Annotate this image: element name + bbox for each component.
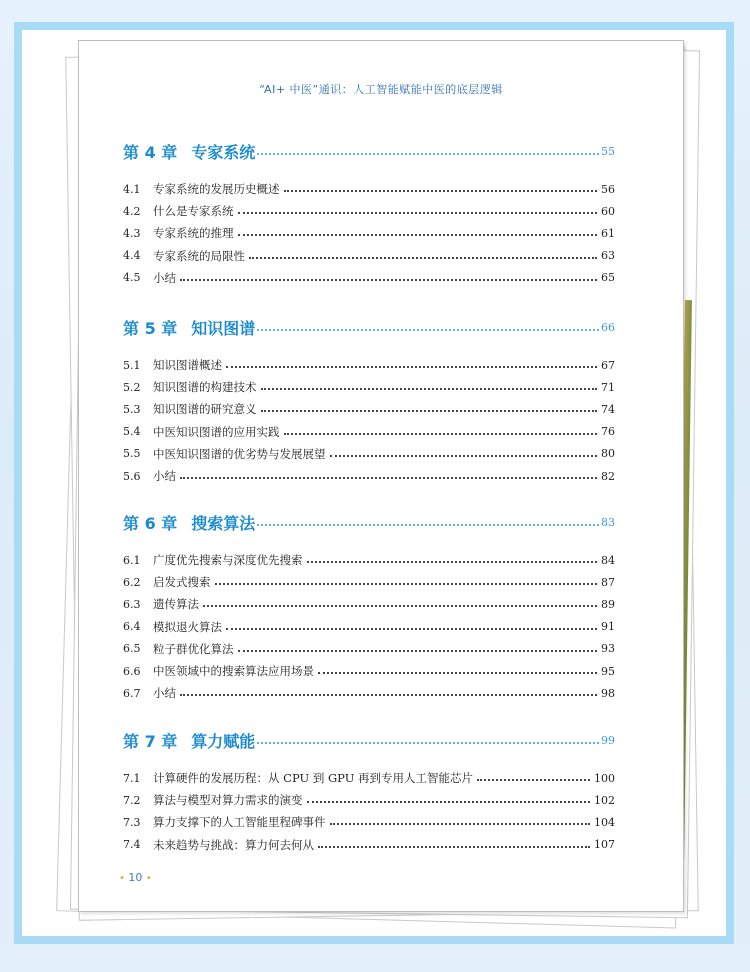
- toc-entry[interactable]: [123, 618, 615, 636]
- section-title: 中医知识图谱的应用实践: [153, 424, 280, 439]
- section-number: 5.5: [123, 447, 141, 461]
- folio-dot-left: •: [119, 873, 125, 884]
- section-title: 小结: [153, 686, 176, 701]
- chapter-number: 第 7 章: [123, 731, 178, 751]
- section-page-number: 82: [601, 469, 615, 483]
- toc-page: [78, 40, 684, 912]
- section-title: 计算硬件的发展历程：从 CPU 到 GPU 再到专用人工智能芯片: [153, 771, 474, 785]
- section-number: 4.1: [123, 182, 141, 196]
- dot-leader: [180, 694, 597, 696]
- toc-entry[interactable]: [123, 813, 615, 831]
- dot-leader: [257, 524, 599, 526]
- section-title: 未来趋势与挑战：算力何去何从: [153, 837, 314, 852]
- dot-leader: [261, 410, 598, 412]
- chapter-page-number: 99: [601, 733, 615, 747]
- chapter-page-number: 83: [601, 515, 615, 529]
- dot-leader: [249, 257, 597, 259]
- dot-leader: [318, 846, 590, 848]
- toc-entry[interactable]: [123, 445, 615, 463]
- section-page-number: 63: [601, 249, 615, 263]
- toc-entry[interactable]: [123, 180, 615, 198]
- chapter-title: 知识图谱: [191, 318, 256, 338]
- section-title: 算力支撑下的人工智能里程碑事件: [153, 815, 326, 830]
- section-number: 7.4: [123, 838, 141, 852]
- toc-entry[interactable]: [123, 356, 615, 374]
- section-page-number: 67: [601, 358, 615, 372]
- section-title: 中医知识图谱的优劣势与发展展望: [153, 446, 326, 461]
- toc-entry[interactable]: [123, 640, 615, 658]
- section-page-number: 91: [601, 620, 615, 634]
- dot-leader: [318, 672, 597, 674]
- section-title: 专家系统的发展历史概述: [153, 182, 280, 196]
- section-number: 6.3: [123, 597, 141, 611]
- dot-leader: [307, 801, 591, 803]
- dot-leader: [215, 583, 598, 585]
- section-page-number: 93: [601, 642, 615, 656]
- dot-leader: [257, 329, 599, 331]
- section-number: 7.2: [123, 793, 141, 807]
- section-page-number: 100: [594, 771, 615, 785]
- section-number: 4.3: [123, 226, 141, 240]
- dot-leader: [257, 742, 599, 744]
- section-title: 小结: [153, 270, 176, 285]
- section-page-number: 107: [594, 838, 615, 852]
- dot-leader: [238, 650, 598, 652]
- toc-entry[interactable]: [123, 769, 615, 787]
- section-page-number: 80: [601, 447, 615, 461]
- dot-leader: [226, 628, 597, 630]
- section-title: 知识图谱的构建技术: [153, 380, 257, 395]
- toc-entry[interactable]: [123, 684, 615, 702]
- dot-leader: [284, 433, 598, 435]
- dot-leader: [203, 605, 597, 607]
- dot-leader: [284, 190, 598, 192]
- page-folio: [119, 871, 152, 884]
- section-page-number: 89: [601, 597, 615, 611]
- chapter-number: 第 6 章: [123, 513, 178, 533]
- section-page-number: 71: [601, 380, 615, 394]
- section-number: 5.1: [123, 358, 141, 372]
- folio-dot-right: •: [145, 873, 152, 884]
- section-title: 粒子群优化算法: [153, 641, 234, 656]
- running-head: “AI+ 中医”通识：人工智能赋能中医的底层逻辑: [259, 83, 503, 96]
- section-page-number: 98: [601, 686, 615, 700]
- dot-leader: [330, 455, 598, 457]
- dot-leader: [180, 279, 597, 281]
- section-number: 6.4: [123, 620, 141, 634]
- chapter-title: 算力赋能: [191, 731, 256, 751]
- section-title: 专家系统的局限性: [153, 248, 245, 263]
- toc-entry[interactable]: [123, 247, 615, 265]
- section-page-number: 60: [601, 204, 615, 218]
- chapter-number: 第 5 章: [123, 318, 178, 338]
- section-page-number: 65: [601, 271, 615, 285]
- chapter-heading[interactable]: [123, 511, 615, 533]
- dot-leader: [261, 388, 598, 390]
- chapter-page-number: 66: [601, 320, 615, 334]
- section-page-number: 95: [601, 664, 615, 678]
- toc-entry[interactable]: [123, 269, 615, 287]
- section-number: 5.3: [123, 402, 141, 416]
- dot-leader: [226, 366, 597, 368]
- section-title: 中医领域中的搜索算法应用场景: [153, 664, 314, 678]
- chapter-title: 搜索算法: [191, 513, 256, 533]
- chapter-title: 专家系统: [191, 142, 256, 162]
- section-page-number: 56: [601, 182, 615, 196]
- toc-entry[interactable]: [123, 400, 615, 418]
- section-number: 6.2: [123, 575, 141, 589]
- dot-leader: [307, 561, 598, 563]
- section-title: 模拟退火算法: [153, 619, 222, 634]
- section-number: 7.1: [123, 771, 141, 785]
- toc-entry[interactable]: [123, 595, 615, 613]
- section-number: 6.6: [123, 664, 141, 678]
- chapter-number: 第 4 章: [123, 142, 178, 162]
- section-number: 4.2: [123, 204, 141, 218]
- dot-leader: [257, 153, 599, 155]
- section-page-number: 84: [601, 553, 615, 567]
- toc-entry[interactable]: [123, 836, 615, 854]
- section-title: 遗传算法: [153, 597, 199, 612]
- dot-leader: [238, 234, 598, 236]
- toc-entry[interactable]: [123, 551, 615, 569]
- section-title: 知识图谱概述: [153, 358, 222, 372]
- chapter-heading[interactable]: [123, 729, 615, 751]
- section-page-number: 74: [601, 402, 615, 416]
- chapter-page-number: 55: [601, 144, 615, 158]
- toc-entry[interactable]: [123, 467, 615, 485]
- section-page-number: 87: [601, 575, 615, 589]
- section-number: 4.4: [123, 249, 141, 263]
- section-number: 4.5: [123, 271, 141, 285]
- section-number: 5.4: [123, 425, 141, 439]
- chapter-heading[interactable]: [123, 316, 615, 338]
- section-title: 广度优先搜索与深度优先搜索: [153, 553, 303, 567]
- folio-number: 10: [128, 871, 143, 884]
- section-number: 6.5: [123, 642, 141, 656]
- section-page-number: 76: [601, 425, 615, 439]
- toc-entry[interactable]: [123, 573, 615, 591]
- section-number: 6.7: [123, 686, 141, 700]
- section-number: 6.1: [123, 553, 141, 567]
- section-page-number: 61: [601, 226, 615, 240]
- dot-leader: [330, 823, 591, 825]
- chapter-heading[interactable]: [123, 140, 615, 162]
- toc-entry[interactable]: [123, 662, 615, 680]
- section-number: 7.3: [123, 815, 141, 829]
- section-title: 知识图谱的研究意义: [153, 402, 257, 417]
- section-title: 什么是专家系统: [153, 204, 234, 219]
- section-title: 算法与模型对算力需求的演变: [153, 793, 303, 808]
- section-page-number: 104: [594, 815, 615, 829]
- toc-entry[interactable]: [123, 423, 615, 441]
- section-number: 5.6: [123, 469, 141, 483]
- section-title: 启发式搜索: [153, 575, 211, 590]
- section-title: 小结: [153, 469, 176, 483]
- dot-leader: [238, 212, 598, 214]
- dot-leader: [477, 779, 590, 781]
- toc-entry[interactable]: [123, 202, 615, 220]
- dot-leader: [180, 477, 597, 479]
- section-title: 专家系统的推理: [153, 226, 234, 241]
- section-number: 5.2: [123, 380, 141, 394]
- section-page-number: 102: [594, 793, 615, 807]
- toc-entry[interactable]: [123, 378, 615, 396]
- toc-entry[interactable]: [123, 791, 615, 809]
- toc-entry[interactable]: [123, 224, 615, 242]
